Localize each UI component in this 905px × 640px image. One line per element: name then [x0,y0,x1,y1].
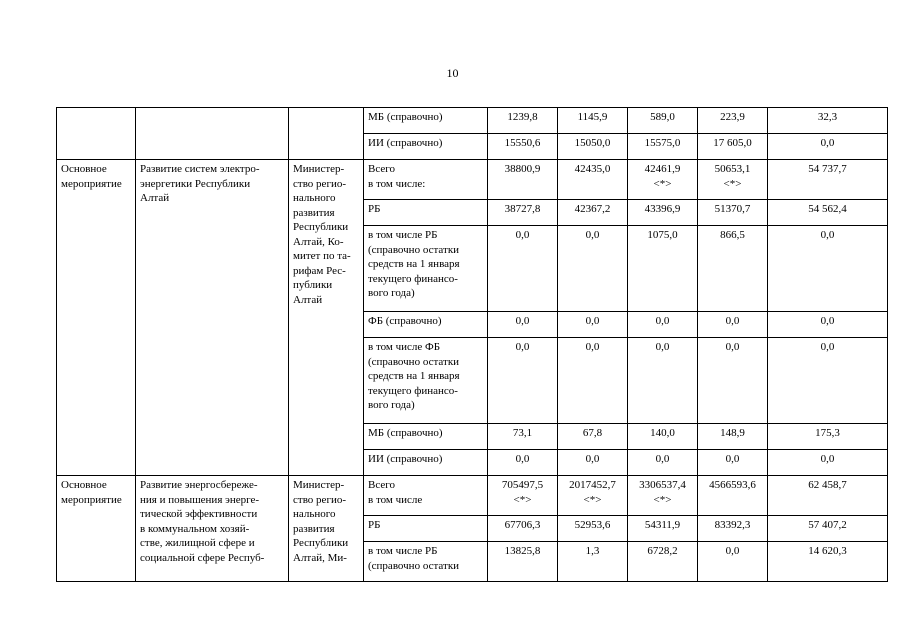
value-cell: 0,0 [768,312,888,338]
value-cell: 148,9 [698,424,768,450]
footnote-mark: <*> [513,493,532,506]
value-cell: 140,0 [628,424,698,450]
funding-source-cell: МБ (справочно) [364,424,488,450]
value-cell: 15575,0 [628,134,698,160]
value-cell: 14 620,3 [768,542,888,582]
value-cell: 0,0 [698,450,768,476]
funding-source-cell: РБ [364,516,488,542]
table-row [57,108,888,134]
value-cell: 0,0 [768,338,888,424]
value-text: 50653,1 [714,163,751,175]
funding-source-cell: РБ [364,200,488,226]
value-cell: 57 407,2 [768,516,888,542]
value-text: 2017452,7 [569,479,616,491]
value-cell: 62 458,7 [768,476,888,516]
value-cell: 866,5 [698,226,768,312]
value-cell: 67706,3 [488,516,558,542]
value-cell: 73,1 [488,424,558,450]
value-cell: 42367,2 [558,200,628,226]
value-cell: 0,0 [558,226,628,312]
page-number: 10 [446,66,459,80]
value-cell: 4566593,6 [698,476,768,516]
value-cell: 589,0 [628,108,698,134]
value-cell: 0,0 [488,312,558,338]
value-cell: 0,0 [698,542,768,582]
value-cell: 0,0 [558,450,628,476]
value-cell: 51370,7 [698,200,768,226]
funding-source-cell: Всего в том числе [364,476,488,516]
value-cell: 0,0 [488,226,558,312]
value-cell: 0,0 [628,312,698,338]
funding-source-cell: ИИ (справочно) [364,134,488,160]
value-cell: 0,0 [628,450,698,476]
value-cell: 54311,9 [628,516,698,542]
value-cell: 0,0 [488,338,558,424]
funding-source-cell: в том числе РБ (справочно остатки средств на 1 января текущего финансо- вого года) [364,226,488,312]
value-text: 705497,5 [501,479,544,491]
value-cell: 38800,9 [488,160,558,200]
funding-source-cell: ФБ (справочно) [364,312,488,338]
value-cell [488,476,558,516]
funding-source-cell: МБ (справочно) [364,108,488,134]
value-cell: 0,0 [628,338,698,424]
value-text: 42461,9 [644,163,681,175]
footnote-mark: <*> [583,493,602,506]
value-text: 3306537,4 [639,479,686,491]
value-cell: 6728,2 [628,542,698,582]
funding-source-cell: Всего в том числе: [364,160,488,200]
activity-name-cell: Развитие энергосбереже- ния и повышения энерге- тической эффективности в коммунальном хозяй- стве, жилищной сфере и социальной сфере Респуб- [136,476,289,582]
value-cell: 1239,8 [488,108,558,134]
value-cell: 1075,0 [628,226,698,312]
value-cell: 54 737,7 [768,160,888,200]
table-row [57,160,888,200]
executor-cell [289,108,364,160]
value-cell: 0,0 [698,312,768,338]
table-row [57,476,888,516]
value-cell: 1,3 [558,542,628,582]
value-cell: 67,8 [558,424,628,450]
value-cell: 32,3 [768,108,888,134]
value-cell [558,476,628,516]
value-cell: 15550,6 [488,134,558,160]
value-cell: 0,0 [698,338,768,424]
value-cell: 42435,0 [558,160,628,200]
value-cell: 15050,0 [558,134,628,160]
value-cell [628,476,698,516]
activity-name-cell: Развитие систем электро- энергетики Республики Алтай [136,160,289,476]
value-cell: 0,0 [488,450,558,476]
footnote-mark: <*> [723,177,742,190]
footnote-mark: <*> [653,493,672,506]
value-cell: 0,0 [768,134,888,160]
funding-source-cell: в том числе ФБ (справочно остатки средств на 1 января текущего финансо- вого года) [364,338,488,424]
value-cell: 13825,8 [488,542,558,582]
value-cell: 83392,3 [698,516,768,542]
activity-type-cell: Основное мероприятие [57,160,136,476]
value-cell: 38727,8 [488,200,558,226]
value-cell: 0,0 [768,450,888,476]
value-cell: 17 605,0 [698,134,768,160]
value-cell [628,160,698,200]
value-cell [698,160,768,200]
activity-type-cell: Основное мероприятие [57,476,136,582]
value-cell: 175,3 [768,424,888,450]
value-cell: 223,9 [698,108,768,134]
executor-cell: Министер- ство регио- нального развития Республики Алтай, Ко- митет по та- рифам Рес- публики Алтай [289,160,364,476]
activity-name-cell [136,108,289,160]
funding-source-cell: ИИ (справочно) [364,450,488,476]
value-cell: 0,0 [558,312,628,338]
funding-source-cell: в том числе РБ (справочно остатки [364,542,488,582]
value-cell: 43396,9 [628,200,698,226]
activity-type-cell [57,108,136,160]
footnote-mark: <*> [653,177,672,190]
value-cell: 0,0 [768,226,888,312]
value-cell: 54 562,4 [768,200,888,226]
value-cell: 0,0 [558,338,628,424]
value-cell: 1145,9 [558,108,628,134]
funding-table [56,107,888,582]
executor-cell: Министер- ство регио- нального развития Республики Алтай, Ми- [289,476,364,582]
value-cell: 52953,6 [558,516,628,542]
